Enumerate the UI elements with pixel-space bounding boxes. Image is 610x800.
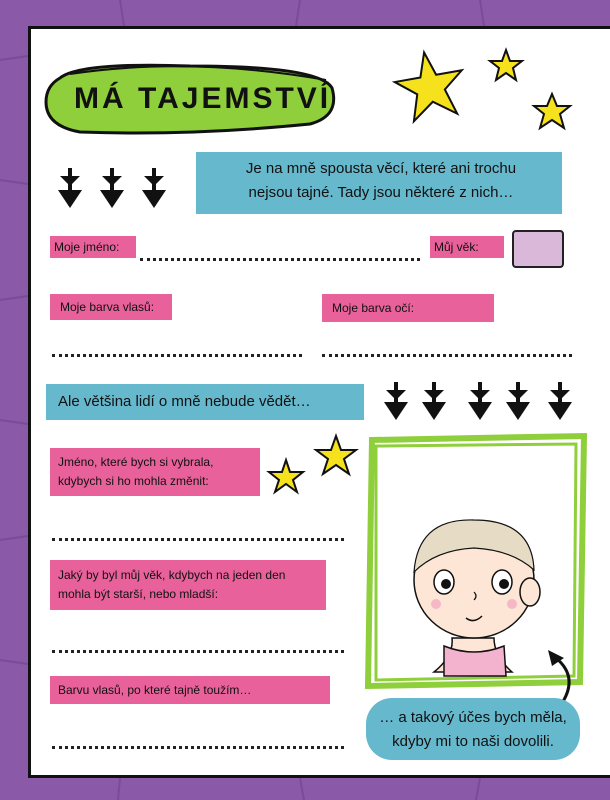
star-icon xyxy=(269,460,303,492)
secret-name-label xyxy=(50,448,260,496)
secret-name-line-2: kdybych si ho mohla změnit: xyxy=(58,474,209,488)
star-icon xyxy=(316,436,356,474)
intro-line-1: Je na mně spousta věcí, které ani trochu xyxy=(245,160,517,177)
eyes-field[interactable] xyxy=(322,354,572,357)
secret-name-line-1: Jméno, které bych si vybrala, xyxy=(58,455,214,469)
page-title: MÁ TAJEMSTVÍ xyxy=(74,82,332,115)
arrows-down-group-right xyxy=(382,380,582,426)
age-field[interactable] xyxy=(512,230,564,268)
stars-top xyxy=(386,46,576,142)
intro-line-2: nejsou tajné. Tady jsou některé z nich… xyxy=(248,184,514,201)
secret-age-line-1: Jaký by byl můj věk, kdybych na jeden den xyxy=(58,568,286,582)
star-icon xyxy=(391,47,469,124)
secret-age-label xyxy=(50,560,326,610)
arrow-down-icon xyxy=(548,382,572,420)
arrow-down-icon xyxy=(58,168,82,208)
stars-middle xyxy=(266,432,362,498)
arrow-down-icon xyxy=(468,382,492,420)
secret-age-field[interactable] xyxy=(52,650,344,653)
bubble-line-2: kdyby mi to naši dovolili. xyxy=(392,733,554,750)
intro-text xyxy=(206,157,556,205)
secret-hair-field[interactable] xyxy=(52,746,344,749)
name-label: Moje jméno: xyxy=(50,236,136,258)
name-field[interactable] xyxy=(140,258,420,261)
hair-label: Moje barva vlasů: xyxy=(50,294,172,320)
arrow-down-icon xyxy=(506,382,530,420)
secrets-banner-text: Ale většina lidí o mně nebude vědět… xyxy=(58,393,311,410)
hairstyle-bubble-text xyxy=(370,706,576,754)
arrow-down-icon xyxy=(100,168,124,208)
arrow-down-icon xyxy=(142,168,166,208)
arrows-down-group xyxy=(56,166,176,216)
star-icon xyxy=(490,50,522,80)
arrow-down-icon xyxy=(422,382,446,420)
eyes-label: Moje barva očí: xyxy=(322,294,494,322)
hair-field[interactable] xyxy=(52,354,302,357)
secret-hair-label: Barvu vlasů, po které tajně toužím… xyxy=(50,676,330,704)
secret-age-line-2: mohla být starší, nebo mladší: xyxy=(58,587,219,601)
secret-name-field[interactable] xyxy=(52,538,344,541)
arrow-down-icon xyxy=(384,382,408,420)
bubble-line-1: … a takový účes bych měla, xyxy=(379,709,567,726)
age-label: Můj věk: xyxy=(430,236,504,258)
star-icon xyxy=(534,94,570,128)
girl-illustration xyxy=(414,520,540,676)
